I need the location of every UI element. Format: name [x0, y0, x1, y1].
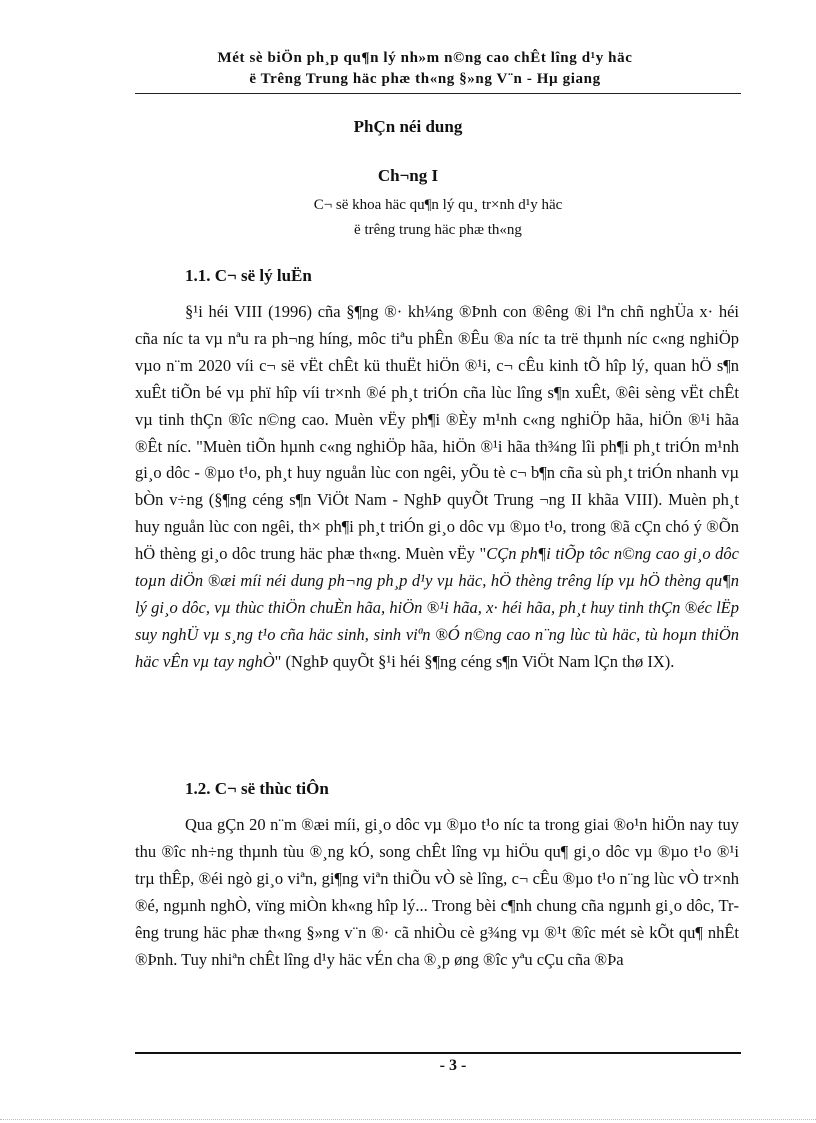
paragraph-text: §¹i héi VIII (1996) cña §¶ng ®· kh¼ng ®Þnh con ®êng ®i lªn chñ nghÜa x· héi cña níc ta vµ nªu ra ph¬ng híng, môc tiªu phÊn ®Êu ®a níc ta trë thµnh níc c«ng nghiÖp vµo n¨m 2020 víi c¬ së vËt chÊt kü thuËt hiÖn ®¹i, c¬ cÊu kinh tÕ hîp lý, quan hÖ s¶n xuÊt tiÕn bé vµ phï hîp víi tr×nh ®é ph¸t triÓn cña lùc lîng s¶n xuÊt, ®êi sèng vËt chÊt vµ tinh thÇn ®îc n©ng cao. Muèn vËy ph¶i ®Èy m¹nh c«ng nghiÖp hãa, hiÖn ®¹i hãa ®Êt níc. "Muèn tiÕn hµnh c«ng nghiÖp hãa, hiÖn ®¹i hãa th¾ng lîi ph¶i ph¸t triÓn m¹nh gi¸o dôc - ®µo t¹o, ph¸t huy nguån lùc con ngêi, yÕu tè c¬ b¶n cña sù ph¸t triÓn nhanh vµ bÒn v÷ng (§¶ng céng s¶n ViÖt Nam - NghÞ quyÕt Trung ¬ng II khãa VIII). Muèn ph¸t huy nguån lùc con ngêi, th× ph¶i ph¸t triÓn gi¸o dôc vµ ®µo t¹o, trong ®ã cÇn chó ý ®Õn hÖ thèng gi¸o dôc trung häc phæ th«ng. Muèn vËy " — [135, 302, 739, 564]
page-bottom-border — [0, 1119, 816, 1120]
section-1-2-paragraph: Qua gÇn 20 n¨m ®æi míi, gi¸o dôc vµ ®µo t¹o níc ta trong giai ®o¹n hiÖn nay tuy thu ®îc nh÷ng thµnh tùu ®¸ng kÓ, song chÊt lîng vµ hiÖu qu¶ gi¸o dôc vµ ®µo t¹o ®¹i trµ thÊp, ®éi ngò gi¸o viªn, gi¶ng viªn thiÕu vÒ sè lîng, c¬ cÊu ®µo t¹o n¨ng lùc vÒ tr×nh ®é, ngµnh nghÒ, vïng miÒn kh«ng hîp lý... Trong bèi c¶nh chung cña ngµnh gi¸o dôc, Trêng trung häc phæ th«ng §»ng v¨n ®· cã nhiÒu cè g¾ng vµ ®¹t ®îc mét sè kÕt qu¶ nhÊt ®Þnh. Tuy nhiªn chÊt lîng d¹y häc vÉn cha ®¸p øng ®îc yªu cÇu cña ®Þa — [135, 815, 739, 969]
section-1-1-paragraph — [135, 299, 739, 676]
part-title: PhÇn néi dung — [353, 117, 463, 136]
chapter-label: Ch¬ng I — [377, 166, 439, 185]
footer-rule — [135, 1052, 741, 1054]
page-number: - 3 - — [439, 1057, 467, 1074]
chapter-title-line-2: ë trêng trung häc phæ th«ng — [354, 222, 522, 238]
header-rule — [135, 93, 741, 94]
chapter-title — [0, 193, 816, 243]
running-header — [110, 48, 740, 90]
paragraph-citation: " (NghÞ quyÕt §¹i héi §¶ng céng s¶n ViÖt Nam lÇn thø IX). — [274, 651, 675, 671]
section-heading-1-2: 1.2. C¬ së thùc tiÔn — [185, 779, 329, 798]
paragraph-quote-italic: CÇn ph¶i tiÕp tôc n©ng cao gi¸o dôc toµn diÖn ®æi míi néi dung ph¬ng ph¸p d¹y vµ häc, hÖ thèng trêng líp vµ hÖ thèng qu¶n lý gi¸o dôc, vµ thùc thiÖn chuÈn hãa, hiÖn ®¹i hãa, x· héi hãa, ph¸t huy tinh thÇn ®éc lËp suy nghÜ vµ s¸ng t¹o cña häc sinh, sinh viªn ®Ó n©ng cao n¨ng lùc tù häc, tù hoµn thiÖn häc vÊn vµ tay nghÒ — [135, 544, 739, 671]
header-line-1: Mét sè biÖn ph¸p qu¶n lý nh»m n©ng cao chÊt lîng d¹y häc — [217, 50, 633, 66]
header-line-2: ë Trêng Trung häc phæ th«ng §»ng V¨n - Hµ giang — [249, 71, 601, 87]
chapter-title-line-1: C¬ së khoa häc qu¶n lý qu¸ tr×nh d¹y häc — [313, 197, 563, 213]
section-heading-1-1: 1.1. C¬ së lý luËn — [185, 266, 312, 285]
